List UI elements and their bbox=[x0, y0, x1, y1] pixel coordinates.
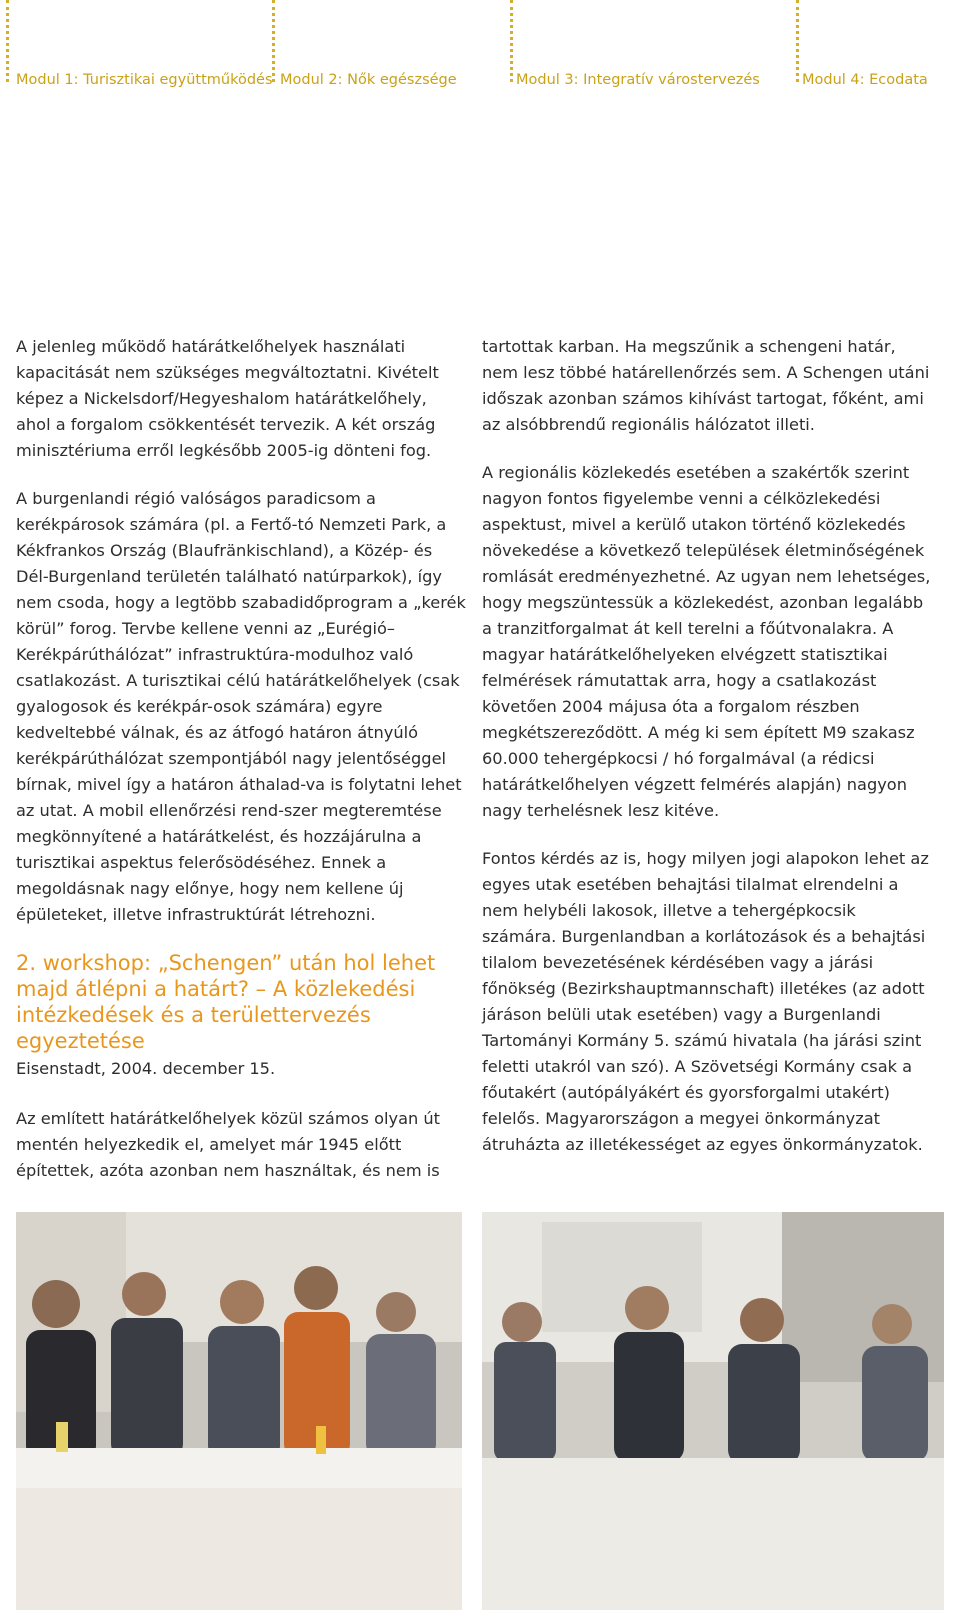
workshop-heading: 2. workshop: „Schengen” után hol lehet majd átlépni a határt? – A közlekedési intézkedések és a területtervezés egyeztetése bbox=[16, 951, 436, 1053]
tab-modul-4[interactable]: Modul 4: Ecodata bbox=[802, 72, 928, 88]
body-paragraph: A jelenleg működő határátkelőhelyek használati kapacitását nem szükséges megváltoztatni. Kivételt képez a Nickelsdorf/Hegyeshalom határátkelőhely, ahol a forgalom csökkentését tervezik. A két ország minisztériuma erről legkésőbb 2005-ig dönteni fog. bbox=[16, 337, 439, 460]
workshop-photo-left bbox=[16, 1212, 462, 1610]
body-paragraph: A regionális közlekedés esetében a szakértők szerint nagyon fontos figyelembe venni a célközlekedési aspektust, mivel a kerülő utakon történő közlekedés növekedése a következő települések életminőségének romlását eredményezhetné. Az ugyan nem lehetséges, hogy megszüntessük a közlekedést, azonban legalább a tranzitforgalmat át kell terelni a főútvonalakra. A magyar határátkelőhelyeken elvégzett statisztikai felmérések rámutattak arra, hogy a csatlakozást követően 2004 májusa óta a forgalom részben megkétszereződött. A még ki sem épített M9 szakasz 60.000 tehergépkocsi / hó forgalmával (a rédicsi határátkelőhelyen végzett felmérés alapján) nagyon nagy terhelésnek lesz kitéve. bbox=[482, 463, 931, 820]
right-column bbox=[482, 334, 932, 1158]
body-paragraph: Fontos kérdés az is, hogy milyen jogi alapokon lehet az egyes utak esetében behajtási tilalmat elrendelni a nem helybéli lakosok, illetve a tehergépkocsik számára. Burgenlandban a korlátozások és a behajtási tilalom bevezetésének kérdésében vagy a járási főnökség (Bezirkshauptmannschaft) illetékes (az adott járáson belüli utak esetében) vagy a Burgenlandi Tartományi Kormány 5. számú hivatala (ha járási szint feletti utakról van szó). A Szövetségi Kormány csak a főutakért (autópályákért és gyorsforgalmi utakért) felelős. Magyarországon a megyei önkormányzat átruházta az illetékességet az egyes önkormányzatok. bbox=[482, 849, 929, 1154]
dateline: Eisenstadt, 2004. december 15. bbox=[16, 1059, 276, 1078]
left-column bbox=[16, 334, 466, 1184]
tab-modul-2[interactable]: Modul 2: Nők egészsége bbox=[280, 72, 457, 88]
tab-divider bbox=[6, 0, 9, 82]
tab-divider bbox=[510, 0, 513, 82]
body-paragraph: tartottak karban. Ha megszűnik a schengeni határ, nem lesz többé határellenőrzés sem. A Schengen utáni időszak azonban számos kihívást tartogat, főként, ami az alsóbbrendű regionális hálózatot illeti. bbox=[482, 337, 930, 434]
body-paragraph: Az említett határátkelőhelyek közül számos olyan út mentén helyezkedik el, amelyet már 1945 előtt építettek, azóta azonban nem használtak, és nem is bbox=[16, 1109, 440, 1180]
tab-divider bbox=[796, 0, 799, 82]
body-paragraph: A burgenlandi régió valóságos paradicsom a kerékpárosok számára (pl. a Fertő-tó Nemzeti Park, a Kékfrankos Ország (Blaufränkischland), a Közép- és Dél-Burgenland területén található natúrparkok), így nem csoda, hogy a legtöbb szabadidőprogram a „kerék körül” forog. Tervbe kellene venni az „Eurégió–Kerékpárúthálózat” infrastruktúra-modulhoz való csatlakozást. A turisztikai célú határátkelőhelyek (csak gyalogosok és kerékpár-osok számára) egyre kedveltebbé válnak, és az átfogó határon átnyúló kerékpárúthálózat szempontjából nagy jelentőséggel bírnak, mivel így a határon áthalad-va is folytatni lehet az utat. A mobil ellenőrzési rend-szer megteremtése megkönnyítené a határátkelést, és hozzájárulna a turisztikai aspektus felerősödéséhez. Ennek a megoldásnak nagy előnye, hogy nem kellene új épületeket, illetve infrastruktúrát létrehozni. bbox=[16, 489, 466, 924]
workshop-photo-right bbox=[482, 1212, 944, 1610]
tab-modul-3[interactable]: Modul 3: Integratív várostervezés bbox=[516, 72, 760, 88]
tab-divider bbox=[272, 0, 275, 82]
tab-modul-1[interactable]: Modul 1: Turisztikai együttműködés bbox=[16, 72, 273, 88]
